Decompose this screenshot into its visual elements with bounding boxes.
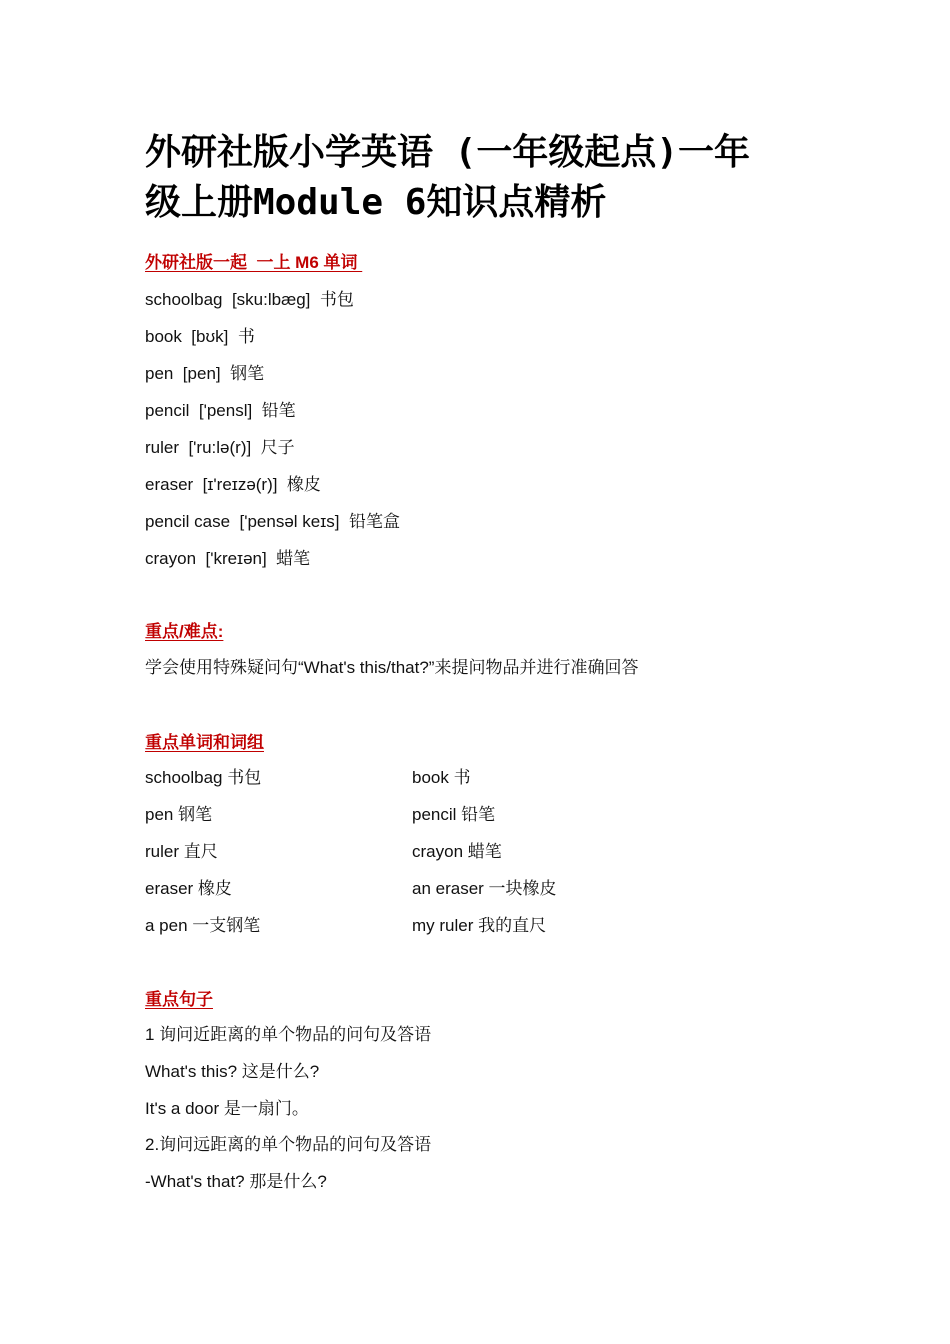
vocab-item: pen [pen] 钢笔 bbox=[145, 364, 265, 383]
word-item: book 书 bbox=[412, 768, 471, 787]
sentence-line: 1 询问近距离的单个物品的问句及答语 bbox=[145, 1025, 432, 1044]
vocab-item: eraser [ɪ'reɪzə(r)] 橡皮 bbox=[145, 475, 321, 494]
sentence-line: 2.询问远距离的单个物品的问句及答语 bbox=[145, 1135, 432, 1154]
page-title-line-1: 外研社版小学英语 (一年级起点)一年 bbox=[145, 132, 751, 173]
word-item: crayon 蜡笔 bbox=[412, 842, 502, 861]
words-heading: 重点单词和词组 bbox=[145, 733, 264, 752]
word-item: eraser 橡皮 bbox=[145, 879, 232, 898]
word-item: an eraser 一块橡皮 bbox=[412, 879, 557, 898]
vocab-item: crayon ['kreɪən] 蜡笔 bbox=[145, 549, 311, 568]
vocab-item: pencil case ['pensəl keɪs] 铅笔盒 bbox=[145, 512, 400, 531]
word-item: pencil 铅笔 bbox=[412, 805, 496, 824]
word-item: pen 钢笔 bbox=[145, 805, 213, 824]
word-item: my ruler 我的直尺 bbox=[412, 916, 547, 935]
word-item: a pen 一支钢笔 bbox=[145, 916, 261, 935]
vocab-item: schoolbag [sku:lbæg] 书包 bbox=[145, 290, 354, 309]
sentence-line: -What's that? 那是什么? bbox=[145, 1172, 327, 1191]
vocab-item: book [bʊk] 书 bbox=[145, 327, 255, 346]
word-item: schoolbag 书包 bbox=[145, 768, 262, 787]
focus-text: 学会使用特殊疑问句“What's this/that?”来提问物品并进行准确回答 bbox=[145, 658, 639, 677]
vocab-heading: 外研社版一起 一上 M6 单词 bbox=[145, 253, 363, 272]
vocab-item: ruler ['ru:lə(r)] 尺子 bbox=[145, 438, 295, 457]
focus-heading: 重点/难点: bbox=[145, 622, 224, 641]
word-item: ruler 直尺 bbox=[145, 842, 218, 861]
vocab-item: pencil ['pensl] 铅笔 bbox=[145, 401, 296, 420]
page-title-line-2: 级上册Module 6知识点精析 bbox=[145, 182, 607, 223]
page-title bbox=[145, 128, 825, 228]
sentence-line: What's this? 这是什么? bbox=[145, 1062, 320, 1081]
sentence-line: It's a door 是一扇门。 bbox=[145, 1099, 309, 1118]
sentences-heading: 重点句子 bbox=[145, 990, 213, 1009]
